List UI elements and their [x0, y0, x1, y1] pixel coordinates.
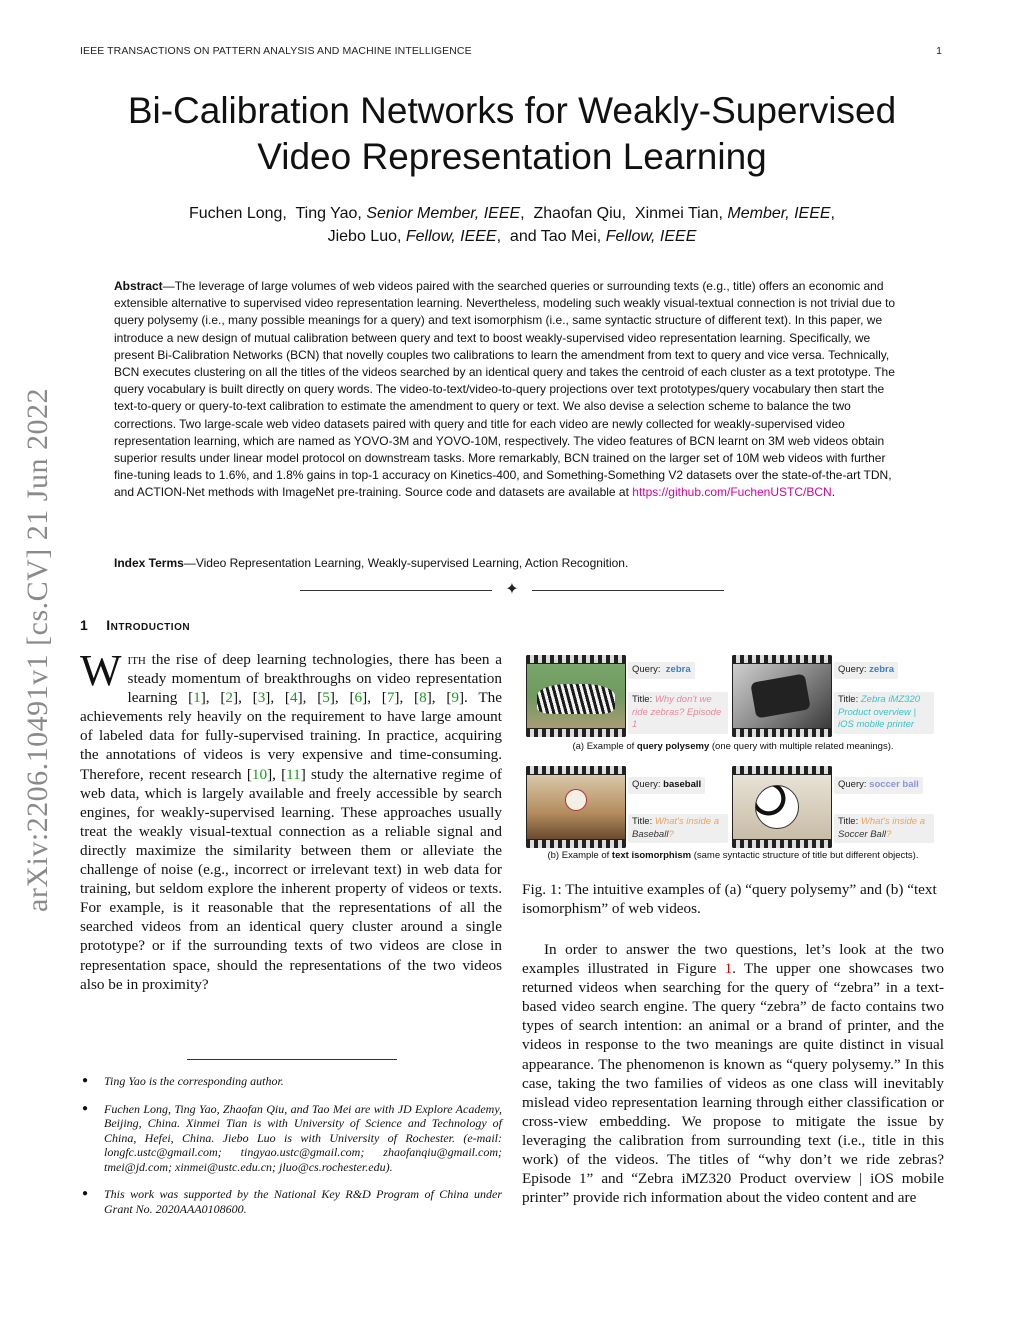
citation-link[interactable]: 2	[225, 689, 234, 707]
video-info	[628, 777, 728, 794]
section-title: Introduction	[106, 617, 191, 633]
running-header	[80, 45, 942, 61]
citation-link[interactable]: 1	[193, 689, 201, 707]
query-tag: Query: baseball	[628, 777, 705, 794]
subcaption-a: (a) Example of query polysemy (one query with multiple related meanings).	[572, 741, 894, 752]
citation-link[interactable]: 7	[386, 689, 395, 707]
drop-cap: W	[80, 646, 122, 695]
video-thumbnail-zebra-animal	[526, 655, 626, 737]
citation-link[interactable]: 11	[286, 765, 301, 783]
citation-link[interactable]: 3	[257, 689, 266, 707]
first-word-rest: ith	[127, 651, 146, 668]
printer-image	[733, 664, 831, 728]
query-tag: Query: soccer ball	[834, 777, 923, 794]
footnote-text: Ting Yao is the corresponding author.	[104, 1074, 284, 1088]
video-info	[834, 814, 934, 843]
arxiv-id: arXiv:2206.10491v1 [cs.CV] 21 Jun 2022	[21, 388, 54, 912]
author-line-1: Fuchen Long, Ting Yao, Senior Member, IEEE, Zhaofan Qiu, Xinmei Tian, Member, IEEE,	[189, 205, 835, 222]
footnotes	[80, 1074, 502, 1229]
author-list	[80, 202, 944, 248]
author-role: Fellow, IEEE	[405, 228, 497, 245]
title-tag: Title: Zebra iMZ320 Product overview | iOS mobile printer	[834, 692, 934, 734]
video-info	[628, 662, 728, 679]
video-thumbnail-soccer-ball	[732, 766, 832, 848]
footnote	[80, 1074, 502, 1089]
title-tag: Title: What's inside a Baseball?	[628, 814, 728, 843]
subcaption-b: (b) Example of text isomorphism (same syntactic structure of title but different objects).	[547, 850, 919, 861]
author-name: Zhaofan Qiu	[533, 205, 622, 222]
journal-name: IEEE TRANSACTIONS ON PATTERN ANALYSIS AND MACHINE INTELLIGENCE	[80, 45, 472, 57]
author-role: Fellow, IEEE	[605, 228, 697, 245]
citation-link[interactable]: 4	[289, 689, 298, 707]
author-name: Tao Mei	[540, 228, 597, 245]
video-thumbnail-baseball	[526, 766, 626, 848]
arxiv-stamp	[8, 350, 68, 950]
video-info	[834, 777, 934, 794]
paper-title	[60, 88, 964, 180]
abstract-end: .	[831, 485, 836, 500]
footnote-text: Fuchen Long, Ting Yao, Zhaofan Qiu, and Tao Mei are with JD Explore Academy, Beijing, China. Xinmei Tian is with University of Science and Technology of China, Hefei, China. Jiebo Luo is with University of Rochester. (e-mail: longfc.ustc@gmail.com; tingyao.ustc@gmail.com; zhaofanqiu@gmail.com; tmei@jd.com; xinmei@ustc.edu.cn; jluo@cs.rochester.edu).	[104, 1101, 502, 1174]
footnote	[80, 1102, 502, 1175]
figure-caption: Fig. 1: The intuitive examples of (a) “query polysemy” and (b) “text isomorphism” of web videos.	[522, 881, 937, 917]
separator-line-left	[300, 590, 492, 591]
separator-line-right	[532, 590, 724, 591]
title-tag: Title: What's inside a Soccer Ball?	[834, 814, 934, 843]
title-line-2: Video Representation Learning	[257, 136, 767, 177]
citation-link[interactable]: 8	[419, 689, 427, 707]
citation-link[interactable]: 6	[354, 689, 363, 707]
author-name: Fuchen Long	[189, 205, 283, 222]
index-terms	[114, 556, 910, 570]
zebra-herd-image	[527, 664, 625, 728]
video-info	[628, 692, 728, 734]
intro-text-1: the rise of deep learning technologies, there has been a steady momentum of breakthroughs on video representation learning	[127, 651, 502, 707]
intro-text-2: . The achievements rely heavily on the requirement to have large amount of labeled data for fully-supervised training. In practice, acquiring the annotations of videos is very expensive and time-consuming. Therefore, recent research	[80, 689, 502, 783]
author-role: Member, IEEE	[727, 205, 831, 222]
video-info	[834, 692, 934, 734]
video-info	[628, 814, 728, 843]
footnote	[80, 1187, 502, 1216]
author-line-2: Jiebo Luo, Fellow, IEEE, and Tao Mei, Fellow, IEEE	[327, 228, 697, 245]
footnote-rule	[187, 1059, 397, 1060]
section-heading	[80, 617, 190, 633]
paragraph-text-2: . The upper one showcases two returned videos when searching for the query of “zebra” in a text-based video search engine. The query “zebra” de facto contains two types of search intention: an animal or a brand of printer, and the videos in response to the two meanings are quite distinct in visual appearance. The phenomenon is known as “query polysemy.” In this case, taking the two families of videos as one class will inevitably mislead video representation learning through either classification or cross-view embedding. We propose to mitigate the issue by leveraging the calibration from surrounding text (i.e., title in this work) of the videos. The titles of “why don’t we ride zebras? Episode 1” and “Zebra iMZ320 Product overview | iOS mobile printer” provide rich information about the video content and are	[522, 960, 944, 1207]
index-terms-text: —Video Representation Learning, Weakly-supervised Learning, Action Recognition.	[183, 556, 629, 570]
section-separator	[300, 580, 724, 600]
title-line-1: Bi-Calibration Networks for Weakly-Supervised	[127, 90, 897, 131]
video-thumbnail-zebra-printer	[732, 655, 832, 737]
footnote-text: This work was supported by the National Key R&D Program of China under Grant No. 2020AAA0108600.	[104, 1187, 502, 1216]
figure-1	[522, 650, 944, 865]
query-tag: Query: zebra	[628, 662, 695, 679]
intro-text-3: study the alternative regime of web data, which is largely available and freely accessible by search engines, for weakly-supervised learning. These approaches usually treat the weakly visual-textual connection as a reliable signal and directly maximize the similarity between them or alleviate the challenge of noise (e.g., incorrect or irrelevant text) in web data for training, but seldom explore the inherent property of videos or texts. For example, is it reasonable that the representations of all the searched videos from an identical query cluster around a single prototype? or if the surrounding texts of two videos are close in representation space, should the representations of the two videos also be in proximity?	[80, 765, 502, 993]
author-name: Ting Yao	[295, 205, 358, 222]
right-column-paragraph	[522, 940, 944, 1207]
author-role: Senior Member, IEEE	[366, 205, 521, 222]
soccer-ball-image	[733, 775, 831, 839]
citation-link[interactable]: 9	[451, 689, 459, 707]
paragraph-text-1: In order to answer the two questions, let’s look at the two examples illustrated in Figure	[522, 941, 944, 978]
code-link[interactable]: https://github.com/FuchenUSTC/BCN	[632, 485, 832, 500]
abstract-body: —The leverage of large volumes of web videos paired with the searched queries or surrounding texts (e.g., title) offers an economic and extensible alternative to supervised video representation learning. Nevertheless, modeling such weakly visual-textual connection is not trivial due to query polysemy (i.e., many possible meanings for a query) and text isomorphism (i.e., same syntactic structure of different text). In this paper, we introduce a new design of mutual calibration between query and text to boost weakly-supervised video representation learning. Specifically, we present Bi-Calibration Networks (BCN) that novelly couples two calibrations to learn the amendment from text to query and vice versa. Technically, BCN executes clustering on all the titles of the videos searched by an identical query and takes the centroid of each cluster as a text prototype. The query vocabulary is built directly on query words. The video-to-text/video-to-query projections over text prototypes/query vocabulary then start the text-to-query or query-to-text calibration to estimate the amendment to query or text. We also devise a selection scheme to balance the two corrections. Two large-scale web video datasets paired with query and title for each video are newly collected for weakly-supervised video representation learning, which are named as YOVO-3M and YOVO-10M, respectively. The video features of BCN learnt on 3M web videos obtain superior results under linear model protocol on downstream tasks. More remarkably, BCN trained on the larger set of 10M web videos with further fine-tuning leads to 1.6%, and 1.8% gains in top-1 accuracy on Kinetics-400, and Something-Something V2 datasets over the state-of-the-art TDN, and ACTION-Net methods with ImageNet pre-training. Source code and datasets are available at	[114, 279, 896, 500]
query-tag: Query: zebra	[834, 662, 898, 679]
page-number: 1	[936, 45, 942, 57]
bullet-icon: ●	[82, 1102, 89, 1114]
author-name: Jiebo Luo	[327, 228, 397, 245]
section-number: 1	[80, 617, 89, 633]
separator-star-icon: ✦	[505, 581, 519, 598]
index-terms-label: Index Terms	[114, 556, 184, 570]
video-info	[834, 662, 934, 679]
abstract-label: Abstract	[114, 279, 163, 293]
citation-link[interactable]: 10	[251, 765, 268, 783]
citation-link[interactable]: 5	[322, 689, 330, 707]
title-tag: Title: Why don't we ride zebras? Episode 1	[628, 692, 728, 734]
abstract	[114, 278, 910, 502]
baseball-image	[527, 775, 625, 839]
author-name: Xinmei Tian	[634, 205, 719, 222]
figure-ref-link[interactable]: 1	[724, 960, 733, 978]
intro-paragraph: With the rise of deep learning technologies, there has been a steady momentum of breakthroughs on video representation learning [1], [2], [3], [4], [5], [6], [7], [8], [9]. The achievements rely heavily on the requirement to have large amount of labeled data for fully-supervised training. In practice, acquiring the annotations of videos is very expensive and time-consuming. Therefore, recent research [10], [11] study the alternative regime of web data, which is largely available and freely accessible by search engines, for weakly-supervised learning. These approaches usually treat the weakly visual-textual connection as a reliable signal and directly maximize the similarity between them or alleviate the challenge of noise (e.g., incorrect or irrelevant text) in web data for training, but seldom explore the inherent property of videos or texts. For example, is it reasonable that the representations of all the searched videos from an identical query cluster around a single prototype? or if the surrounding texts of two videos are close in representation space, should the representations of the two videos also be in proximity?	[80, 646, 502, 993]
bullet-icon: ●	[82, 1188, 89, 1199]
bullet-icon: ●	[82, 1075, 89, 1086]
